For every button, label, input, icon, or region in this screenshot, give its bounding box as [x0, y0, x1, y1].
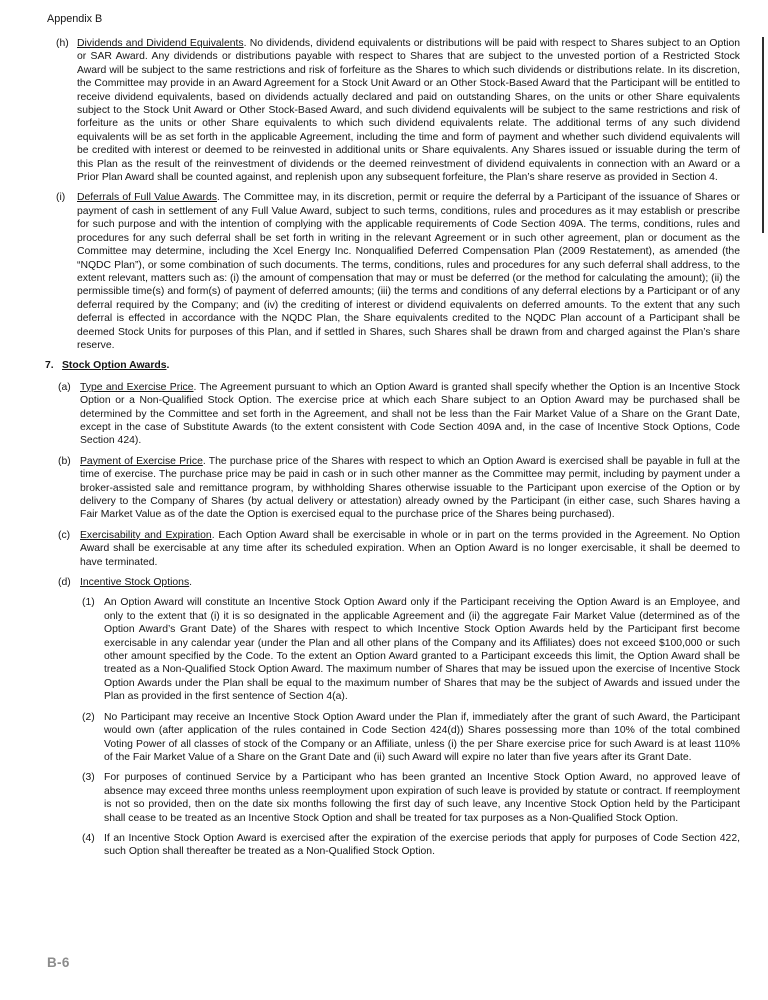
paragraph-d-body: .	[189, 577, 193, 589]
paragraph-d4	[82, 832, 740, 859]
paragraph-b-body: . The purchase price of the Shares with respect to which an Option Award is exercised shall be payable in full at the time of exercise. The purchase price may be paid in cash or in such other manner as the Committee may permit, including by payment under a broker-assisted sale and remittance program, by withholding Shares otherwise issuable to the Participant upon exercise of the Option or by delivery to the Company of Shares (by actual delivery or attestation) already owned by the Participant (in either case, such Shares having a Fair Market Value as of the date the Option is exercised equal to the purchase price of the Shares being purchased).	[80, 455, 740, 521]
paragraph-c-marker: (c)	[58, 529, 71, 541]
paragraph-c-label: Exercisability and Expiration	[80, 529, 212, 541]
paragraph-d2-marker: (2)	[82, 711, 95, 723]
paragraph-c-text	[80, 529, 740, 569]
paragraph-d-text	[80, 576, 740, 589]
paragraph-d3-marker: (3)	[82, 772, 95, 784]
paragraph-i-text	[77, 191, 740, 352]
paragraph-h-marker: (h)	[56, 38, 69, 49]
paragraph-a	[58, 381, 740, 448]
paragraph-d4-body: If an Incentive Stock Option Award is exercised after the expiration of the exercise periods that apply for purposes of Code Section 422, such Option shall thereafter be treated as a Non-Qualified Stock Option.	[104, 832, 740, 858]
paragraph-d1	[82, 596, 740, 703]
paragraph-a-marker: (a)	[58, 381, 71, 393]
paragraph-a-body: . The Agreement pursuant to which an Option Award is granted shall specify whether the Option is an Incentive Stock Option or a Non-Qualified Stock Option. The exercise price at which each Share subject to an Option Award may be purchased shall be determined by the Committee and set forth in the Agreement, and shall not be less than the Fair Market Value of a Share on the Grant Date, except in the case of Substitute Awards (to the extent consistent with Code Section 409A and, in the case of Incentive Stock Options, Code Section 424).	[80, 381, 740, 447]
paragraph-i-body: . The Committee may, in its discretion, permit or require the deferral by a Participant of the issuance of Shares or payment of cash in settlement of any Full Value Award, subject to such terms, conditions, rules and procedures as it may establish or prescribe for such purpose and with the intention of complying with the applicable requirements of Code Section 409A. The terms, conditions, rules and procedures for any such deferral shall be set forth in writing in the relevant Agreement or in such other agreement, plan or document as the Committee may determine, including the Xcel Energy Inc. Nonqualified Deferred Compensation Plan (2009 Restatement), as amended (the “NQDC Plan”), or some combination of such documents. The terms, conditions, rules and procedures for any such deferral shall address, to the extent relevant, matters such as: (i) the amount of compensation that may or must be deferred (or the method for calculating the amount); (ii) the permissible time(s) and form(s) of payment of deferred amounts; (iii) the terms and conditions of any deferral elections by a Participant or of any deferral required by the Company; and (iv) the crediting of interest or dividend equivalents on deferred amounts. To the extent that any such deferral is effected in accordance with the NQDC Plan, the Share equivalents credited to the NQDC Plan account of a Participant shall be deemed Stock Units for purposes of this Plan, and if settled in Shares, such Shares shall be drawn from and charged against the Plan’s share reserve.	[77, 192, 741, 351]
section-7-number: 7.	[45, 360, 54, 372]
paragraph-h-label: Dividends and Dividend Equivalents	[77, 38, 244, 49]
paragraph-d1-marker: (1)	[82, 597, 95, 609]
paragraph-c-body: . Each Option Award shall be exercisable in whole or in part on the terms provided in the Agreement. No Option Award shall be exercisable at any time after its scheduled expiration. When an Option Award is no longer exercisable, it shall be deemed to have terminated.	[80, 529, 740, 568]
paragraph-d3-body: For purposes of continued Service by a Participant who has been granted an Incentive Stock Option Award, no approved leave of absence may exceed three months unless reemployment upon expiration of such leave is provided by statute or contract. If reemployment is not so provided, then on the date six months following the first day of such leave, any Incentive Stock Option held by the Participant shall cease to be treated as an Incentive Stock Option and shall be treated for tax purposes as a Non-Qualified Stock Option.	[104, 772, 740, 824]
section-7-title-period: .	[166, 360, 170, 372]
paragraph-d2-body: No Participant may receive an Incentive Stock Option Award under the Plan if, immediately after the grant of such Award, the Participant would own (after application of the rules contained in Code Section 424(d)) Shares possessing more than 10% of the total combined Voting Power of all classes of stock of the Company or an Affiliate, unless (i) the per Share exercise price for such Award is at least 110% of the Fair Market Value of a Share on the Grant Date and (ii) such Award will expire no later than five years after its Grant Date.	[104, 711, 740, 763]
section-7-title: Stock Option Awards	[62, 360, 167, 372]
paragraph-b-marker: (b)	[58, 455, 71, 467]
paragraph-d-marker: (d)	[58, 577, 71, 589]
page-header: Appendix B	[47, 13, 103, 25]
paragraph-h	[56, 37, 740, 184]
paragraph-i-marker: (i)	[56, 192, 66, 204]
page-number: B-6	[47, 955, 70, 970]
paragraph-a-label: Type and Exercise Price	[80, 381, 194, 393]
paragraph-b-text	[80, 455, 740, 522]
paragraph-d	[58, 576, 740, 589]
paragraph-d1-body: An Option Award will constitute an Incentive Stock Option Award only if the Participant receiving the Option Award is an Employee, and only to the extent that (i) it is so designated in the applicable Agreement and (ii) the aggregate Fair Market Value (determined as of the Option Award’s Grant Date) of the Shares with respect to which Incentive Stock Option Awards held by the Participant first become exercisable in any calendar year (under the Plan and all other plans of the Company and its Affiliates) does not exceed $100,000 or such other amount specified by the Code. To the extent an Option Award granted to a Participant exceeds this limit, the Option Award shall be treated as a Non-Qualified Stock Option Award. The maximum number of Shares that may be issued upon the exercise of Incentive Stock Option Awards under the Plan shall be equal to the maximum number of Shares that may be the subject of Awards and issued under the Plan as provided in the first sentence of Section 4(a).	[104, 597, 740, 703]
paragraph-i-label: Deferrals of Full Value Awards	[77, 192, 217, 204]
section-7-heading	[45, 359, 768, 372]
section-7-title-wrap	[62, 359, 768, 372]
paragraph-d4-marker: (4)	[82, 832, 95, 844]
paragraph-d3	[82, 771, 740, 825]
paragraph-d2	[82, 711, 740, 765]
paragraph-b	[58, 455, 740, 522]
paragraph-h-text	[77, 37, 740, 184]
paragraph-b-label: Payment of Exercise Price	[80, 455, 203, 467]
paragraph-c	[58, 529, 740, 569]
document-body	[0, 37, 768, 866]
paragraph-i	[56, 191, 740, 352]
paragraph-d-label: Incentive Stock Options	[80, 577, 190, 589]
paragraph-h-body: . No dividends, dividend equivalents or distributions will be paid with respect to Shares subject to an Option or SAR Award. Any dividends or distributions payable with respect to Shares that are subject to the unvested portion of a Restricted Stock Award will be subject to the same restrictions and risk of forfeiture as the Shares to which such dividends or distributions relate. In its discretion, the Committee may provide in an Award Agreement for a Stock Unit Award or an Other Stock-Based Award that the Participant will be entitled to receive dividend equivalents, based on dividends actually declared and paid on outstanding Shares, on the units or other Share equivalents subject to the Stock Unit Award or Other Stock-Based Award, and such dividend equivalents will be subject to the same restrictions and risk of forfeiture as the units or other Share equivalents to which such dividend equivalents relate. The additional terms of any such dividend equivalents will be as set forth in the applicable Agreement, including the time and form of payment and whether such dividend equivalents will be credited with interest or deemed to be reinvested in additional units or Share equivalents. Any Shares issued or issuable during the term of this Plan as the result of the reinvestment of dividends or the deemed reinvestment of dividend equivalents in connection with an Award or a Prior Plan Award shall be counted against, and replenish upon any subsequent forfeiture, the Plan’s share reserve as provided in Section 4.	[77, 38, 740, 184]
paragraph-a-text	[80, 381, 740, 448]
